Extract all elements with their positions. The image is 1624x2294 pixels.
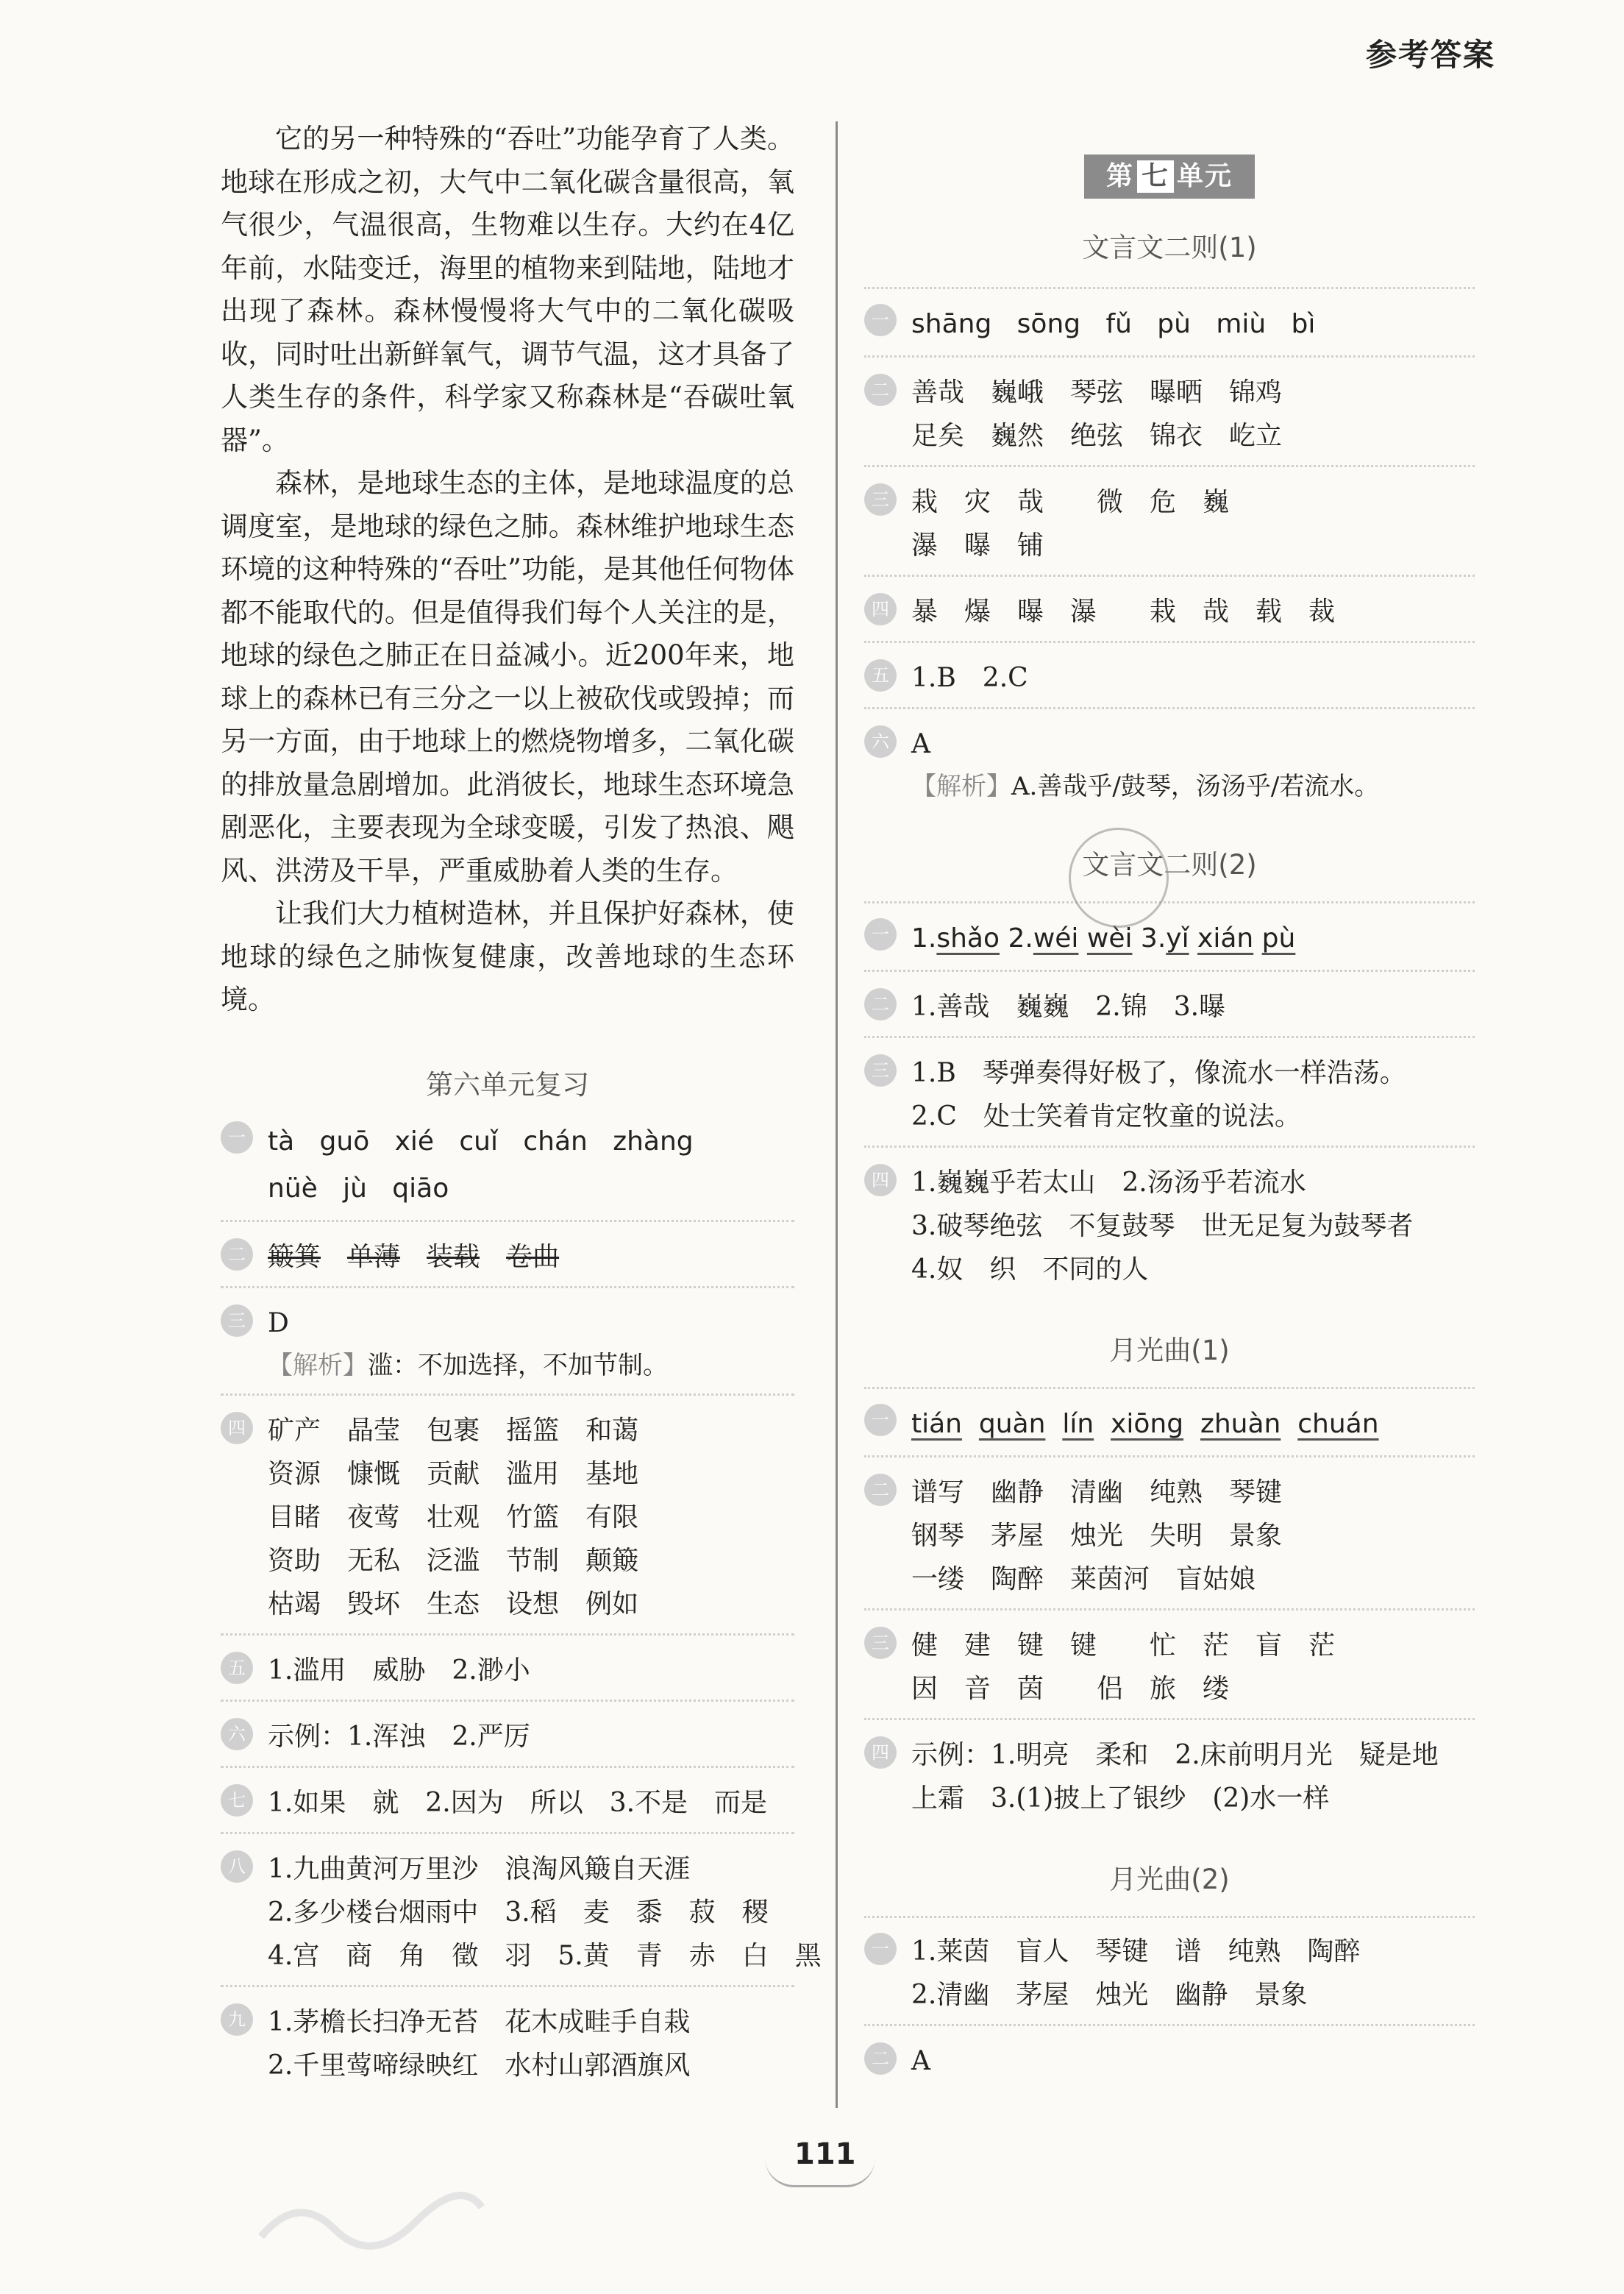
answer-line: 1.B 琴弹奏得好极了，像流水一样浩荡。 xyxy=(911,1058,1406,1088)
pinyin-list: 1.shǎo 2.wéi wèi 3.yǐ xián pù xyxy=(911,923,1296,954)
answer-line: 1.九曲黄河万里沙 浪淘风簸自天涯 xyxy=(268,1853,691,1884)
question-number-badge: 四 xyxy=(221,1412,253,1444)
essay-paragraph-3: 让我们大力植树造林，并且保护好森林，使地球的绿色之肺恢复健康，改善地球的生态环境。 xyxy=(221,898,794,1015)
question-number-badge: 一 xyxy=(864,1933,897,1965)
right-column xyxy=(864,155,1475,2103)
question-number-badge: 一 xyxy=(864,304,897,336)
question-number-badge: 四 xyxy=(864,593,897,625)
section-title-2: 文言文二则(2) xyxy=(1082,849,1257,881)
s2-question-4 xyxy=(864,1161,1475,1299)
s2-question-3 xyxy=(864,1051,1475,1148)
answer-line: 1.茅檐长扫净无苔 花木成畦手自栽 xyxy=(268,2006,691,2037)
answer-line: 2.千里莺啼绿映红 水村山郭酒旗风 xyxy=(268,2050,691,2081)
question-number-badge: 二 xyxy=(864,374,897,406)
question-number-badge: 五 xyxy=(221,1652,253,1684)
question-number-badge: 一 xyxy=(221,1121,253,1154)
pinyin-list: tián quàn lín xiōng zhuàn chuán xyxy=(911,1409,1379,1439)
question-number-badge: 四 xyxy=(864,1164,897,1196)
s2-question-1 xyxy=(864,915,1475,972)
page-number: 111 xyxy=(794,2137,856,2171)
answer-text: 示例：1.浑浊 2.严厉 xyxy=(268,1721,530,1752)
question-number-badge: 五 xyxy=(864,659,897,692)
s3-question-4 xyxy=(864,1733,1475,1828)
answer-text: D xyxy=(268,1307,289,1338)
word-row: 资助 无私 泛滥 节制 颠簸 xyxy=(268,1545,639,1576)
s1-question-6 xyxy=(864,722,1475,814)
answer-line: 善哉 巍峨 琴弦 曝晒 锦鸡 xyxy=(911,377,1283,408)
answer-line: A xyxy=(911,2046,930,2076)
page-header-title: 参考答案 xyxy=(1365,37,1495,73)
word-row: 枯竭 毁坏 生态 设想 例如 xyxy=(268,1588,639,1619)
question-number-badge: 二 xyxy=(221,1238,253,1271)
answer-line: 因 音 茵 侣 旅 缕 xyxy=(911,1674,1230,1704)
watermark-stamp xyxy=(1069,828,1169,928)
s1-question-1 xyxy=(864,301,1475,358)
section-title-3: 月光曲(1) xyxy=(1109,1335,1230,1366)
s2-question-2 xyxy=(864,985,1475,1038)
s3-question-1 xyxy=(864,1401,1475,1457)
answer-line: 2.清幽 茅屋 烛光 幽静 景象 xyxy=(911,1980,1308,2010)
review-question-7 xyxy=(221,1781,794,1834)
answer-line: 2.多少楼台烟雨中 3.稻 麦 黍 菽 稷 xyxy=(268,1897,769,1928)
word-row: 目睹 夜莺 壮观 竹篮 有限 xyxy=(268,1502,639,1533)
review-section-title: 第六单元复习 xyxy=(426,1068,589,1101)
review-question-4 xyxy=(221,1409,794,1636)
s1-question-3 xyxy=(864,480,1475,577)
answer-line: 瀑 曝 铺 xyxy=(911,530,1044,561)
s4-question-1 xyxy=(864,1930,1475,2026)
answer-line: 1.善哉 巍巍 2.锦 3.曝 xyxy=(911,992,1226,1022)
question-number-badge: 三 xyxy=(864,483,897,516)
question-number-badge: 九 xyxy=(221,2003,253,2036)
essay-paragraph-1: 它的另一种特殊的“吞吐”功能孕育了人类。地球在形成之初，大气中二氧化碳含量很高，氧气很少，气温很高，生物难以生存。大约在4亿年前，水陆变迁，海里的植物来到陆地，陆地才出现了森林。森林慢慢将大气中的二氧化碳吸收，同时吐出新鲜氧气，调节气温，这才具备了人类生存的条件，科学家又称森林是“吞碳吐氧器”。 xyxy=(221,123,794,456)
word-row: 资源 慷慨 贡献 滥用 基地 xyxy=(268,1458,639,1489)
answer-line: 暴 爆 曝 瀑 栽 哉 载 裁 xyxy=(911,597,1336,627)
question-number-badge: 八 xyxy=(221,1850,253,1883)
answer-line: 4.奴 织 不同的人 xyxy=(911,1254,1149,1285)
answer-line: 1.莱茵 盲人 琴键 谱 纯熟 陶醉 xyxy=(911,1936,1361,1967)
question-number-badge: 二 xyxy=(864,1474,897,1506)
left-column xyxy=(221,118,822,2108)
answer-line: 1.巍巍乎若太山 2.汤汤乎若流水 xyxy=(911,1168,1306,1198)
question-number-badge: 七 xyxy=(221,1784,253,1817)
analysis-note: 【解析】A.善哉乎/鼓琴，汤汤乎/若流水。 xyxy=(911,772,1380,801)
answer-line: 健 建 键 键 忙 茫 盲 茫 xyxy=(911,1630,1336,1661)
review-question-6 xyxy=(221,1715,794,1768)
review-question-3 xyxy=(221,1302,794,1396)
answer-line: 足矣 巍然 绝弦 锦衣 屹立 xyxy=(911,421,1283,451)
answer-text: 1.滥用 威胁 2.渺小 xyxy=(268,1655,530,1686)
answer-line: 上霜 3.(1)披上了银纱 (2)水一样 xyxy=(911,1783,1330,1814)
question-number-badge: 六 xyxy=(864,725,897,758)
question-number-badge: 三 xyxy=(864,1054,897,1087)
section-title-4: 月光曲(2) xyxy=(1109,1864,1230,1895)
question-number-badge: 一 xyxy=(864,1404,897,1436)
struck-words: 簸箕 单薄 装载 卷曲 xyxy=(268,1241,560,1272)
review-question-2 xyxy=(221,1235,794,1288)
question-number-badge: 三 xyxy=(221,1304,253,1337)
s1-question-2 xyxy=(864,371,1475,467)
essay-paragraph-2: 森林，是地球生态的主体，是地球温度的总调度室，是地球的绿色之肺。森林维护地球生态环境的这种特殊的“吞吐”功能，是其他任何物体都不能取代的。但是值得我们每个人关注的是，地球的绿色之肺正在日益减小。近200年来，地球上的森林已有三分之一以上被砍伐或毁掉；而另一方面，由于地球上的燃烧物增多，二氧化碳的排放量急剧增加。此消彼长，地球生态环境急剧恶化，主要表现为全球变暖，引发了热浪、飓风、洪涝及干旱，严重威胁着人类的生存。 xyxy=(221,467,794,887)
word-row: 矿产 晶莹 包裹 摇篮 和蔼 xyxy=(268,1415,639,1446)
answer-line: 钢琴 茅屋 烛光 失明 景象 xyxy=(911,1521,1283,1551)
question-number-badge: 二 xyxy=(864,988,897,1020)
answer-line: 4.宫 商 角 徵 羽 5.黄 青 赤 白 黑 xyxy=(268,1940,822,1971)
column-divider xyxy=(836,121,838,2108)
answer-text: A xyxy=(911,729,930,759)
pinyin-list: tà guō xié cuǐ chán zhàng nüè jù qiāo xyxy=(268,1126,694,1204)
pinyin-list: shāng sōng fǔ pù miù bì xyxy=(911,309,1316,339)
s3-question-2 xyxy=(864,1471,1475,1611)
review-question-5 xyxy=(221,1649,794,1702)
question-number-badge: 六 xyxy=(221,1718,253,1750)
answer-line: 谱写 幽静 清幽 纯熟 琴键 xyxy=(911,1477,1283,1508)
question-number-badge: 一 xyxy=(864,918,897,951)
unit-heading: 第 七 单元 xyxy=(1084,155,1255,199)
section-title-1: 文言文二则(1) xyxy=(1082,232,1257,263)
answer-line: 1.B 2.C xyxy=(911,663,1028,693)
answer-line: 一缕 陶醉 莱茵河 盲姑娘 xyxy=(911,1564,1256,1594)
answer-line: 栽 灾 哉 微 危 巍 xyxy=(911,487,1230,517)
answer-line: 示例：1.明亮 柔和 2.床前明月光 疑是地 xyxy=(911,1740,1439,1770)
review-question-9 xyxy=(221,2000,794,2095)
s1-question-5 xyxy=(864,656,1475,709)
s4-question-2 xyxy=(864,2039,1475,2090)
s1-question-4 xyxy=(864,590,1475,643)
review-question-1 xyxy=(221,1118,794,1222)
answer-text: 1.如果 就 2.因为 所以 3.不是 而是 xyxy=(268,1787,768,1818)
answer-line: 2.C 处士笑着肯定牧童的说法。 xyxy=(911,1101,1301,1132)
s3-question-3 xyxy=(864,1624,1475,1720)
watermark-logo xyxy=(254,2178,489,2275)
question-number-badge: 二 xyxy=(864,2042,897,2075)
question-number-badge: 三 xyxy=(864,1627,897,1659)
question-number-badge: 四 xyxy=(864,1736,897,1769)
review-question-8 xyxy=(221,1847,822,1987)
analysis-note: 【解析】滥：不加选择，不加节制。 xyxy=(268,1350,668,1380)
answer-line: 3.破琴绝弦 不复鼓琴 世无足复为鼓琴者 xyxy=(911,1211,1414,1241)
watermark-graphic xyxy=(254,2178,489,2259)
